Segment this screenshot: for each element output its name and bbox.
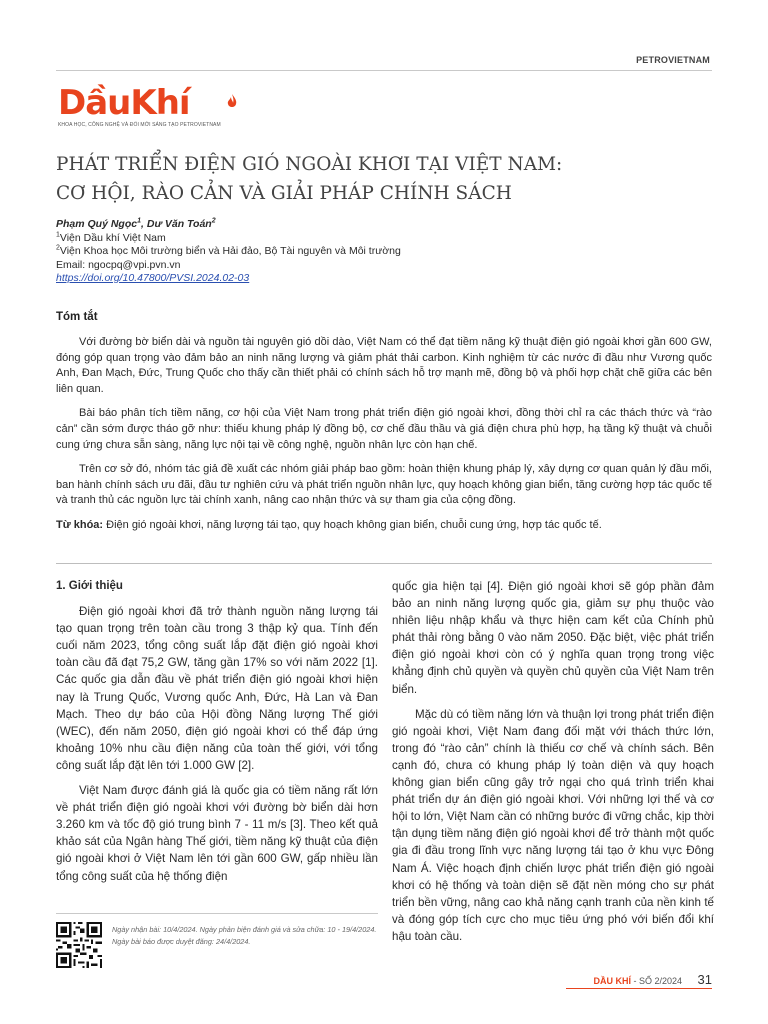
footer-journal <box>593 976 682 986</box>
body-paragraph: Điện gió ngoài khơi đã trở thành nguồn năng lượng tái tạo quan trọng trên toàn cầu trong 3 thập kỷ qua. Tính đến cuối năm 2023, tổng công suất lắp đặt điện gió ngoài khơi toàn cầu đã đạt 75,2 GW, tăng gần 17% so với năm 2022 [1]. Các quốc gia dẫn đầu về phát triển điện gió ngoài khơi hiện nay là Trung Quốc, Vương quốc Anh, Đức, Hà Lan và Đan Mạch. Theo dự báo của Hội đồng Năng lượng Thế giới (WEC), đến năm 2050, điện gió ngoài khơi có thể đáp ứng khoảng 10% nhu cầu điện năng của toàn thế giới, với tổng công suất lắp đặt lên tới 1.000 GW [2]. <box>56 605 378 772</box>
qr-code-icon <box>56 922 102 968</box>
abstract-body <box>56 335 712 543</box>
publisher-label: PETROVIETNAM <box>636 55 710 65</box>
title-line-1: PHÁT TRIỂN ĐIỆN GIÓ NGOÀI KHƠI TẠI VIỆT NAM: <box>56 154 563 175</box>
author-2: Dư Văn Toán <box>146 218 212 230</box>
logo-tagline: KHOA HỌC, CÔNG NGHỆ VÀ ĐỔI MỚI SÁNG TẠO PETROVIETNAM <box>58 122 221 128</box>
author-block <box>56 218 656 286</box>
publication-dates-box <box>56 913 378 973</box>
keywords-label: Từ khóa: <box>56 518 104 531</box>
article-title <box>56 150 676 208</box>
author-2-sup: 2 <box>211 217 216 225</box>
header-divider <box>56 70 712 71</box>
author-1: Phạm Quý Ngọc <box>56 218 138 230</box>
footer-rule <box>566 988 712 989</box>
affiliation-1 <box>56 232 656 246</box>
body-column-left <box>56 578 378 893</box>
affiliation-2 <box>56 245 656 259</box>
title-line-2: CƠ HỘI, RÀO CẢN VÀ GIẢI PHÁP CHÍNH SÁCH <box>56 183 512 204</box>
abstract-heading: Tóm tắt <box>56 311 98 323</box>
logo-text: DầuKhí <box>58 83 190 123</box>
page-number: 31 <box>697 972 712 987</box>
affiliation-2-sup: 2 <box>56 244 60 252</box>
publication-dates <box>112 924 378 948</box>
date-received: Ngày nhận bài: 10/4/2024. Ngày phản biện đánh giá và sửa chữa: 10 - 19/4/2024. <box>112 925 377 934</box>
date-accepted: Ngày bài báo được duyệt đăng: 24/4/2024. <box>112 937 251 946</box>
author-email: Email: ngocpq@vpi.pvn.vn <box>56 258 181 271</box>
affiliation-1-sup: 1 <box>56 231 60 238</box>
footer-brand: DẦU KHÍ <box>593 976 631 986</box>
affiliation-1-text: Viện Dầu khí Việt Nam <box>59 231 166 244</box>
keywords <box>56 518 712 534</box>
abstract-paragraph-1: Với đường bờ biển dài và nguồn tài nguyên gió dồi dào, Việt Nam có thể đạt tiềm năng kỹ thuật điện gió ngoài khơi gần 600 GW, đóng góp quan trọng vào đảm bảo an ninh năng lượng và giảm phát thải carbon. Kinh nghiệm từ các nước đi đầu như Vương quốc Anh, Đan Mạch, Đức, Trung Quốc cho thấy cần thiết phải có chính sách hỗ trợ mạnh mẽ, đồng bộ và phối hợp chặt chẽ giữa các bên liên quan. <box>56 336 712 395</box>
journal-logo <box>58 83 258 134</box>
body-paragraph: quốc gia hiện tại [4]. Điện gió ngoài khơi sẽ góp phần đảm bảo an ninh năng lượng quốc gia, giảm sự phụ thuộc vào nhiên liệu nhập khẩu và thực hiện cam kết của Chính phủ phát thải ròng bằng 0 vào năm 2050. Đặc biệt, việc phát triển điện gió ngoài khơi còn có ý nghĩa quan trọng trong việc khẳng định chủ quyền và quyền chủ quyền của Việt Nam trên biển. <box>392 580 714 696</box>
body-column-right <box>392 578 714 953</box>
abstract-paragraph-2: Bài báo phân tích tiềm năng, cơ hội của Việt Nam trong phát triển điện gió ngoài khơi, đồng thời chỉ ra các thách thức và “rào cản” cần sớm được tháo gỡ như: thiếu khung pháp lý đồng bộ, cơ chế đầu thầu và giá điện chưa phù hợp, hạ tầng kỹ thuật và chuỗi cung ứng chưa sẵn sàng, năng lực nội tại về công nghệ, nguồn nhân lực còn hạn chế. <box>56 407 712 451</box>
doi-link[interactable]: https://doi.org/10.47800/PVSI.2024.02-03 <box>56 272 250 284</box>
affiliation-2-text: Viện Khoa học Môi trường biển và Hải đảo, Bộ Tài nguyên và Môi trường <box>59 245 401 257</box>
abstract-divider <box>56 563 712 564</box>
flame-icon <box>226 94 238 110</box>
author-names <box>56 218 656 232</box>
body-paragraph: Mặc dù có tiềm năng lớn và thuận lợi trong phát triển điện gió ngoài khơi, Việt Nam đang đối mặt với thách thức lớn, trong đó “rào cản” chính là thiếu cơ chế và chính sách. Bên cạnh đó, chưa có khung pháp lý toàn diện và quy hoạch không gian biển cũng gây trở ngại cho quá trình triển khai phát triển dự án điện gió ngoài khơi. Với những lợi thế và cơ hội to lớn, Việt Nam cần có những bước đi vững chắc, kịp thời tận dụng tiềm năng điện gió ngoài khơi để trở thành một quốc gia đi đầu trong lĩnh vực năng lượng tái tạo ở khu vực Đông Nam Á. Việc hoạch định chiến lược phát triển điện gió ngoài khơi có hệ thống và toàn diện sẽ đặt nền móng cho sự phát triển bền vững, nâng cao khả năng cạnh tranh của nền kinh tế và đóng góp tích cực cho mục tiêu ứng phó với biến đổi khí hậu toàn cầu. <box>392 707 714 943</box>
abstract-paragraph-3: Trên cơ sở đó, nhóm tác giả đề xuất các nhóm giải pháp bao gồm: hoàn thiện khung pháp lý, xây dựng cơ quan quản lý đầu mối, ban hành chính sách ưu đãi, đầu tư nghiên cứu và phát triển nguồn nhân lực, quy hoạch không gian biển, tăng cường hợp tác quốc tế và tranh thủ các nguồn lực tài chính xanh, nâng cao nhận thức và sự tham gia của cộng đồng. <box>56 463 712 507</box>
keywords-text: Điện gió ngoài khơi, năng lượng tái tạo, quy hoạch không gian biển, chuỗi cung ứng, hợp tác quốc tế. <box>103 518 602 531</box>
author-1-sup: 1 <box>137 217 142 225</box>
author-separator: , <box>141 218 147 230</box>
section-heading: 1. Giới thiệu <box>56 580 123 592</box>
body-paragraph: Việt Nam được đánh giá là quốc gia có tiềm năng rất lớn về phát triển điện gió ngoài khơi với đường bờ biển dài hơn 3.260 km và tốc độ gió trung bình 7 - 11 m/s [3]. Theo kết quả khảo sát của Ngân hàng Thế giới, tiềm năng kỹ thuật của điện gió ngoài khơi ở Việt Nam lên tới gần 600 GW, gấp nhiều lần tổng công suất của hệ thống điện <box>56 784 378 883</box>
footer-issue: - SỐ 2/2024 <box>630 976 682 986</box>
